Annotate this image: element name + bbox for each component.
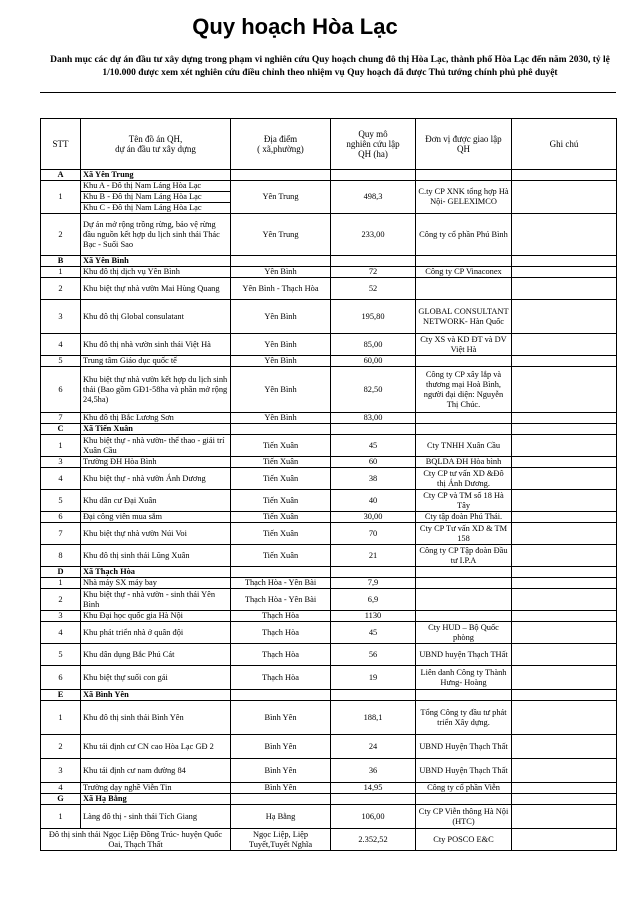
section-row (41, 567, 617, 578)
col-note: Ghi chú (512, 119, 617, 170)
row-name: Khu biệt thự suối con gái (81, 666, 231, 690)
table-row (41, 334, 617, 356)
row-name: Nhà máy SX máy bay (81, 578, 231, 589)
table-row (41, 435, 617, 457)
row-stt: 1 (41, 805, 81, 829)
row-name: Khu phát triển nhà ở quân đội (81, 622, 231, 644)
row-location: Tiến Xuân (231, 457, 331, 468)
row-name: Khu tái định cư CN cao Hòa Lạc GĐ 2 (81, 735, 231, 759)
row-location: Bình Yên (231, 701, 331, 735)
table-row (41, 578, 617, 589)
table-row (41, 622, 617, 644)
row-location: Tiến Xuân (231, 468, 331, 490)
row-location: Thạch Hòa (231, 611, 331, 622)
col-stt: STT (41, 119, 81, 170)
row-location: Yên Bình (231, 413, 331, 424)
row-name: Khu đô thị Global consulatant (81, 300, 231, 334)
row-area: 38 (331, 468, 416, 490)
row-unit: UBND Huyện Thạch Thất (416, 735, 512, 759)
section-name: Xã Hạ Bằng (81, 794, 231, 805)
row-area: 19 (331, 666, 416, 690)
row-area: 14,95 (331, 783, 416, 794)
col-area (331, 119, 416, 170)
row-stt: 8 (41, 545, 81, 567)
row-stt: 6 (41, 666, 81, 690)
table-row (41, 829, 617, 851)
row-name: Khu biệt thự - nhà vườn - sinh thái Yên Bình (81, 589, 231, 611)
table-header-row (41, 119, 617, 170)
row-area: 56 (331, 644, 416, 666)
row-unit: C.ty CP XNK tổng hợp Hà Nội- GELEXIMCO (416, 181, 512, 214)
row-unit: Cty XS và KD ĐT và DV Việt Hà (416, 334, 512, 356)
row-unit: Tổng Công ty đầu tư phát triển Xây dựng. (416, 701, 512, 735)
table-row (41, 356, 617, 367)
row-stt: 5 (41, 356, 81, 367)
table-row (41, 300, 617, 334)
row-stt: 5 (41, 644, 81, 666)
row-area: 72 (331, 267, 416, 278)
row-location: Tiến Xuân (231, 435, 331, 457)
row-unit: Công ty cổ phần Viễn (416, 783, 512, 794)
section-row (41, 424, 617, 435)
row-area: 24 (331, 735, 416, 759)
row-unit: Công ty CP Tập đoàn Đầu tư I.P.A (416, 545, 512, 567)
row-unit: UBND Huyện Thạch Thất (416, 759, 512, 783)
row-name: Khu biệt thự nhà vườn kết hợp du lịch sinh thái (Bao gồm GĐ1-58ha và phần mở rộng 24,5ha) (81, 367, 231, 413)
col-unit (416, 119, 512, 170)
section-code: C (41, 424, 81, 435)
row-name: Khu đô thị nhà vườn sinh thái Việt Hà (81, 334, 231, 356)
row-area: 2.352,52 (331, 829, 416, 851)
table-row (41, 589, 617, 611)
row-stt: 2 (41, 214, 81, 256)
row-name: Khu dân cư Đại Xuân (81, 490, 231, 512)
table-row (41, 267, 617, 278)
row-stt: 5 (41, 490, 81, 512)
row-stt: 3 (41, 300, 81, 334)
table-row (41, 214, 617, 256)
row-stt: 7 (41, 413, 81, 424)
row-stt: 1 (41, 701, 81, 735)
row-stt: 7 (41, 523, 81, 545)
row-location: Yên Trung (231, 214, 331, 256)
row-unit: Cty CP Viễn thông Hà Nội (HTC) (416, 805, 512, 829)
row-location: Yên Bình (231, 367, 331, 413)
row-unit: Công ty CP xây lắp và thương mại Hoà Bình, người đại diện: Nguyễn Thị Chúc. (416, 367, 512, 413)
row-location: Bình Yên (231, 783, 331, 794)
row-name: Làng đô thị - sinh thái Tích Giang (81, 805, 231, 829)
table-row (41, 181, 617, 192)
col-location-label: Địa điểm ( xã,phường) (257, 134, 304, 154)
row-area: 82,50 (331, 367, 416, 413)
row-unit (416, 413, 512, 424)
row-location: Tiến Xuân (231, 523, 331, 545)
row-area: 60 (331, 457, 416, 468)
row-location: Tiến Xuân (231, 512, 331, 523)
row-unit (416, 578, 512, 589)
row-location: Yên Bình (231, 267, 331, 278)
row-area: 40 (331, 490, 416, 512)
row-location: Yên Trung (231, 181, 331, 214)
row-area: 195,80 (331, 300, 416, 334)
row-name: Khu đô thị Bắc Lương Sơn (81, 413, 231, 424)
row-area: 83,00 (331, 413, 416, 424)
row-location: Thạch Hòa - Yên Bài (231, 589, 331, 611)
row-unit: Cty CP Tư vấn XD & TM 158 (416, 523, 512, 545)
row-unit: Công ty cổ phần Phú Bình (416, 214, 512, 256)
page-title: Quy hoạch Hòa Lạc (192, 14, 398, 39)
section-row (41, 170, 617, 181)
section-name: Xã Yên Trung (81, 170, 231, 181)
row-unit: Liên danh Công ty Thành Hưng- Hoàng (416, 666, 512, 690)
section-row (41, 794, 617, 805)
table-row (41, 545, 617, 567)
row-area: 106,00 (331, 805, 416, 829)
row-unit (416, 611, 512, 622)
table-row (41, 490, 617, 512)
row-stt: 4 (41, 334, 81, 356)
row-name: Khu biệt thự - nhà vườn- thể thao - giải trí Xuân Cầu (81, 435, 231, 457)
row-area: 85,00 (331, 334, 416, 356)
table-row (41, 611, 617, 622)
row-location: Tiến Xuân (231, 490, 331, 512)
row-location: Thạch Hòa - Yên Bài (231, 578, 331, 589)
row-name: Khu đô thị dịch vụ Yên Bình (81, 267, 231, 278)
table-row (41, 278, 617, 300)
row-area: 188,1 (331, 701, 416, 735)
row-stt: 1 (41, 578, 81, 589)
row-unit: Công ty CP Vinaconex (416, 267, 512, 278)
row-location: Ngọc Liệp, Liệp Tuyết,Tuyết Nghĩa (231, 829, 331, 851)
section-name: Xã Tiến Xuân (81, 424, 231, 435)
row-subitem: Khu A - Đô thị Nam Láng Hòa Lạc (81, 181, 231, 192)
col-name-label: Tên đồ án QH, dự án đầu tư xây dựng (115, 134, 196, 154)
row-name: Khu tái định cư nam đường 84 (81, 759, 231, 783)
row-area: 21 (331, 545, 416, 567)
section-row (41, 690, 617, 701)
row-area: 60,00 (331, 356, 416, 367)
row-location: Tiến Xuân (231, 545, 331, 567)
row-stt: 3 (41, 457, 81, 468)
table-row (41, 468, 617, 490)
section-code: D (41, 567, 81, 578)
row-area: 70 (331, 523, 416, 545)
row-stt: 6 (41, 367, 81, 413)
row-unit: Cty CP và TM số 18 Hà Tây (416, 490, 512, 512)
row-name: Khu biệt thự nhà vườn Mai Hùng Quang (81, 278, 231, 300)
row-area: 36 (331, 759, 416, 783)
row-stt: 4 (41, 622, 81, 644)
row-location: Bình Yên (231, 759, 331, 783)
table-row (41, 701, 617, 735)
row-stt: 3 (41, 759, 81, 783)
section-code: E (41, 690, 81, 701)
col-unit-label: Đơn vị được giao lập QH (425, 134, 502, 154)
section-name: Xã Bình Yên (81, 690, 231, 701)
table-row (41, 666, 617, 690)
row-stt: 4 (41, 468, 81, 490)
row-location: Thạch Hòa (231, 622, 331, 644)
row-stt: 1 (41, 181, 81, 214)
row-unit (416, 278, 512, 300)
table-row (41, 805, 617, 829)
row-stt: 2 (41, 278, 81, 300)
row-location: Thạch Hòa (231, 644, 331, 666)
row-unit (416, 589, 512, 611)
section-name: Xã Yên Bình (81, 256, 231, 267)
row-stt: 6 (41, 512, 81, 523)
col-area-label: Quy mô nghiên cứu lập QH (ha) (346, 129, 400, 159)
row-area: 45 (331, 622, 416, 644)
row-unit: UBND huyện Thạch THất (416, 644, 512, 666)
row-area: 498,3 (331, 181, 416, 214)
row-unit: Cty TNHH Xuân Cầu (416, 435, 512, 457)
col-name (81, 119, 231, 170)
row-name: Đô thị sinh thái Ngọc Liệp Đồng Trúc- huyện Quốc Oai, Thạch Thất (41, 829, 231, 851)
row-unit: Cty POSCO E&C (416, 829, 512, 851)
project-table (40, 118, 617, 851)
table-row (41, 759, 617, 783)
row-name: Khu dân dụng Bắc Phú Cát (81, 644, 231, 666)
table-row (41, 644, 617, 666)
row-subitem: Khu C - Đô thị Nam Láng Hòa Lạc (81, 203, 231, 214)
row-unit (416, 356, 512, 367)
section-name: Xã Thạch Hòa (81, 567, 231, 578)
row-name: Đại công viên mua sắm (81, 512, 231, 523)
row-area: 45 (331, 435, 416, 457)
row-stt: 3 (41, 611, 81, 622)
row-location: Yên Bình (231, 356, 331, 367)
row-area: 30,00 (331, 512, 416, 523)
col-location (231, 119, 331, 170)
row-name: Khu biệt thự nhà vườn Núi Voi (81, 523, 231, 545)
row-unit: Cty tập đoàn Phú Thái. (416, 512, 512, 523)
table-row (41, 512, 617, 523)
row-name: Trường ĐH Hòa Bình (81, 457, 231, 468)
row-stt: 2 (41, 735, 81, 759)
row-area: 6,9 (331, 589, 416, 611)
row-area: 52 (331, 278, 416, 300)
row-area: 7,9 (331, 578, 416, 589)
row-location: Yên Bình (231, 300, 331, 334)
row-name: Khu Đại học quốc gia Hà Nội (81, 611, 231, 622)
row-unit: Cty CP tư vấn XD &Đô thị Ánh Dương. (416, 468, 512, 490)
row-stt: 4 (41, 783, 81, 794)
row-unit: GLOBAL CONSULTANT NETWORK- Hàn Quốc (416, 300, 512, 334)
row-name: Trung tâm Giáo dục quốc tế (81, 356, 231, 367)
row-name: Trường dạy nghề Viễn Tin (81, 783, 231, 794)
row-stt: 1 (41, 435, 81, 457)
table-row (41, 783, 617, 794)
row-unit: BQLDA ĐH Hòa bình (416, 457, 512, 468)
row-stt: 1 (41, 267, 81, 278)
section-code: B (41, 256, 81, 267)
row-area: 1130 (331, 611, 416, 622)
row-location: Thạch Hòa (231, 666, 331, 690)
page-subtitle: Danh mục các dự án đầu tư xây dựng trong phạm vi nghiên cứu Quy hoạch chung đô thị Hòa Lạc, thành phố Hòa Lạc đến năm 2030, tỷ lệ 1/10.000 được xem xét nghiên cứu điều chỉnh theo nhiệm vụ Quy hoạch đã được Thủ tướng chính phủ phê duyệt (50, 55, 610, 78)
table-row (41, 413, 617, 424)
table-row (41, 523, 617, 545)
row-location: Yên Bình - Thạch Hòa (231, 278, 331, 300)
row-subitem: Khu B - Đô thị Nam Láng Hòa Lạc (81, 192, 231, 203)
section-code: G (41, 794, 81, 805)
table-row (41, 735, 617, 759)
row-location: Yên Bình (231, 334, 331, 356)
row-name: Khu đô thị sinh thái Bình Yên (81, 701, 231, 735)
row-name: Dự án mở rộng trồng rừng, bảo vệ rừng đầu nguồn kết hợp du lịch sinh thái Thác Bạc - Suối Sao (81, 214, 231, 256)
divider (40, 92, 616, 93)
section-code: A (41, 170, 81, 181)
row-location: Bình Yên (231, 735, 331, 759)
row-area: 233,00 (331, 214, 416, 256)
table-row (41, 457, 617, 468)
row-stt: 2 (41, 589, 81, 611)
table-row (41, 367, 617, 413)
section-row (41, 256, 617, 267)
row-name: Khu biệt thự - nhà vườn Ánh Dương (81, 468, 231, 490)
row-unit: Cty HUD – Bộ Quốc phòng (416, 622, 512, 644)
row-name: Khu đô thị sinh thái Lũng Xuân (81, 545, 231, 567)
row-location: Hạ Bằng (231, 805, 331, 829)
